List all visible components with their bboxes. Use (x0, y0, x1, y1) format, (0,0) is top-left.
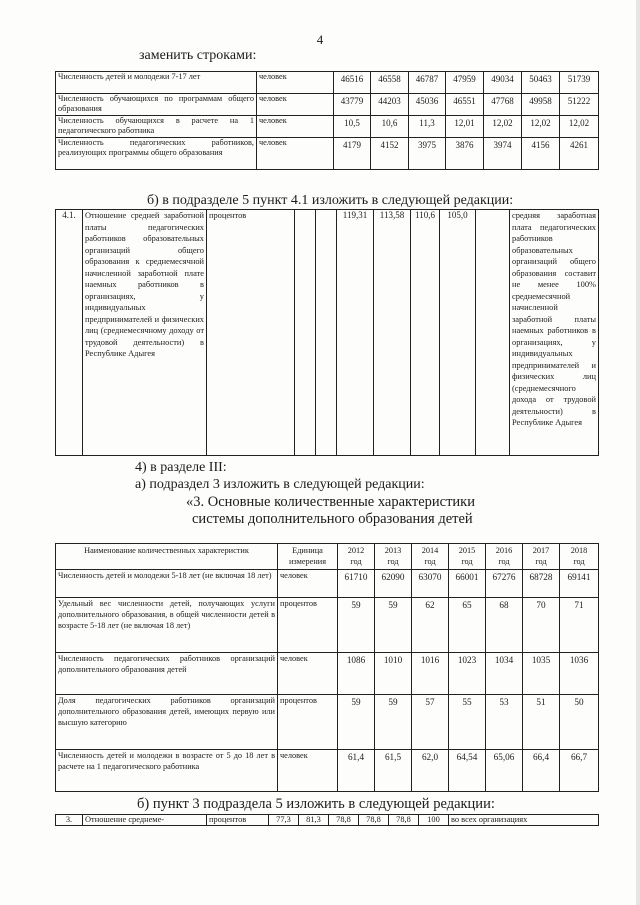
value-cell: 78,8 (389, 815, 419, 826)
value-cell: 3974 (484, 138, 522, 170)
value-cell: 4179 (334, 138, 371, 170)
value-cell (316, 210, 337, 456)
value-cell: 49034 (484, 72, 522, 94)
header-year: 2012 год (338, 544, 375, 570)
table-row (56, 210, 599, 456)
value-cell: 62090 (375, 570, 412, 598)
header-year: 2016 год (486, 544, 523, 570)
value-cell: 46516 (334, 72, 371, 94)
value-cell: 61710 (338, 570, 375, 598)
row-unit: человек (278, 750, 338, 792)
value-cell: 105,0 (440, 210, 476, 456)
row-label: Численность обучающихся в расчете на 1 педагогического работника (56, 116, 257, 138)
value-cell: 47959 (446, 72, 484, 94)
value-cell: 67276 (486, 570, 523, 598)
value-cell: 50 (560, 695, 599, 750)
value-cell: 50463 (522, 72, 560, 94)
value-cell: 110,6 (411, 210, 440, 456)
row-label: Численность детей и молодежи в возрасте от 5 до 18 лет в расчете на 1 педагогического работника (56, 750, 278, 792)
salary-ratio-table (55, 209, 599, 456)
table-row (56, 138, 599, 170)
value-cell: 55 (449, 695, 486, 750)
row-note: средняя заработная плата педагогических работников образовательных организаций общего образования составит не менее 100% среднемесячной начисленной заработной платы наемных работников в организациях, у индивидуальных предпринимателей и физических лиц (среднемесячного дохода от трудовой деятельности) в Республике Адыгея (510, 210, 599, 456)
value-cell: 3975 (409, 138, 446, 170)
value-cell: 43779 (334, 94, 371, 116)
value-cell: 63070 (412, 570, 449, 598)
header-year: 2015 год (449, 544, 486, 570)
value-cell: 65,06 (486, 750, 523, 792)
replace-with-rows-text: заменить строками: (139, 48, 257, 63)
table-row (56, 72, 599, 94)
row-label: Численность детей и молодежи 5-18 лет (не включая 18 лет) (56, 570, 278, 598)
header-name: Наименование количественных характеристик (56, 544, 278, 570)
row-unit: процентов (278, 598, 338, 653)
table-row (56, 598, 599, 653)
row-unit: процентов (207, 815, 269, 826)
value-cell: 100 (419, 815, 449, 826)
value-cell: 44203 (371, 94, 409, 116)
table-row (56, 94, 599, 116)
value-cell: 68728 (523, 570, 560, 598)
value-cell: 1086 (338, 653, 375, 695)
header-year: 2018 год (560, 544, 599, 570)
row-label: Удельный вес численности детей, получающих услуги дополнительного образования, в общей численности детей в возрасте 5-18 лет (не включая 18 лет) (56, 598, 278, 653)
header-unit: Единица измерения (278, 544, 338, 570)
value-cell: 1023 (449, 653, 486, 695)
value-cell: 1036 (560, 653, 599, 695)
value-cell: 12,02 (560, 116, 599, 138)
value-cell: 53 (486, 695, 523, 750)
row-unit: человек (257, 116, 334, 138)
value-cell: 68 (486, 598, 523, 653)
value-cell: 81,3 (299, 815, 329, 826)
value-cell: 66,4 (523, 750, 560, 792)
row-label: Численность педагогических работников организаций дополнительного образования детей (56, 653, 278, 695)
value-cell: 78,8 (359, 815, 389, 826)
subsection-title-line-2: системы дополнительного образования детей (192, 511, 473, 527)
row-label: Отношение средней заработной платы педагогических работников образовательных организаций общего образования к среднемесячной начисленной заработной плате наемных работников в организациях, у индивидуальных предпринимателей и физических лиц (среднемесячному доходу от трудовой деятельности) в Республике Адыгея (83, 210, 207, 456)
value-cell: 59 (338, 598, 375, 653)
value-cell (295, 210, 316, 456)
section-b2-text: б) пункт 3 подраздела 5 изложить в следующей редакции: (137, 796, 495, 812)
value-cell: 59 (338, 695, 375, 750)
value-cell: 4156 (522, 138, 560, 170)
value-cell: 4152 (371, 138, 409, 170)
row-unit: человек (278, 570, 338, 598)
table-header-row (56, 544, 599, 570)
section-4-text: 4) в разделе III: (135, 460, 227, 475)
row-unit: человек (257, 72, 334, 94)
row-note: во всех организациях (449, 815, 599, 826)
value-cell: 64,54 (449, 750, 486, 792)
row-label: Численность обучающихся по программам общего образования (56, 94, 257, 116)
item-number: 4.1. (56, 210, 83, 456)
item-number: 3. (56, 815, 83, 826)
value-cell: 12,01 (446, 116, 484, 138)
table-row (56, 750, 599, 792)
value-cell: 1035 (523, 653, 560, 695)
value-cell: 113,58 (374, 210, 411, 456)
value-cell: 65 (449, 598, 486, 653)
table-row (56, 653, 599, 695)
value-cell: 12,02 (484, 116, 522, 138)
value-cell: 45036 (409, 94, 446, 116)
value-cell: 10,6 (371, 116, 409, 138)
row-label: Численность детей и молодежи 7-17 лет (56, 72, 257, 94)
value-cell: 3876 (446, 138, 484, 170)
row-unit: человек (257, 138, 334, 170)
value-cell: 1016 (412, 653, 449, 695)
scan-edge (636, 0, 640, 905)
value-cell: 59 (375, 598, 412, 653)
value-cell: 61,5 (375, 750, 412, 792)
continuation-table (55, 814, 599, 826)
value-cell: 62,0 (412, 750, 449, 792)
value-cell: 47768 (484, 94, 522, 116)
table-row (56, 695, 599, 750)
table-row (56, 116, 599, 138)
value-cell: 78,8 (329, 815, 359, 826)
value-cell: 59 (375, 695, 412, 750)
value-cell: 46551 (446, 94, 484, 116)
row-unit: процентов (207, 210, 295, 456)
value-cell: 1034 (486, 653, 523, 695)
value-cell: 51 (523, 695, 560, 750)
value-cell: 4261 (560, 138, 599, 170)
header-year: 2013 год (375, 544, 412, 570)
header-year: 2014 год (412, 544, 449, 570)
value-cell: 66001 (449, 570, 486, 598)
value-cell: 70 (523, 598, 560, 653)
row-unit: человек (257, 94, 334, 116)
value-cell: 10,5 (334, 116, 371, 138)
value-cell: 51739 (560, 72, 599, 94)
value-cell: 77,3 (269, 815, 299, 826)
value-cell: 69141 (560, 570, 599, 598)
value-cell: 12,02 (522, 116, 560, 138)
row-unit: человек (278, 653, 338, 695)
page-number: 4 (316, 32, 324, 47)
value-cell: 1010 (375, 653, 412, 695)
value-cell: 71 (560, 598, 599, 653)
row-label: Отношение среднеме- (83, 815, 207, 826)
value-cell: 46558 (371, 72, 409, 94)
section-b-text: б) в подразделе 5 пункт 4.1 изложить в следующей редакции: (147, 193, 514, 208)
subsection-a-text: а) подраздел 3 изложить в следующей редакции: (135, 477, 425, 492)
value-cell: 61,4 (338, 750, 375, 792)
value-cell: 51222 (560, 94, 599, 116)
value-cell: 119,31 (337, 210, 374, 456)
value-cell: 49958 (522, 94, 560, 116)
value-cell: 57 (412, 695, 449, 750)
row-label: Доля педагогических работников организаций дополнительного образования детей, имеющих первую или высшую категорию (56, 695, 278, 750)
value-cell (476, 210, 510, 456)
value-cell: 46787 (409, 72, 446, 94)
row-label: Численность педагогических работников, реализующих программы общего образования (56, 138, 257, 170)
value-cell: 62 (412, 598, 449, 653)
table-row (56, 570, 599, 598)
value-cell: 11,3 (409, 116, 446, 138)
table-row (56, 815, 599, 826)
row-unit: процентов (278, 695, 338, 750)
subsection-title-line-1: «3. Основные количественные характеристики (186, 494, 475, 510)
value-cell: 66,7 (560, 750, 599, 792)
additional-education-table (55, 543, 599, 792)
header-year: 2017 год (523, 544, 560, 570)
general-education-table (55, 71, 599, 170)
